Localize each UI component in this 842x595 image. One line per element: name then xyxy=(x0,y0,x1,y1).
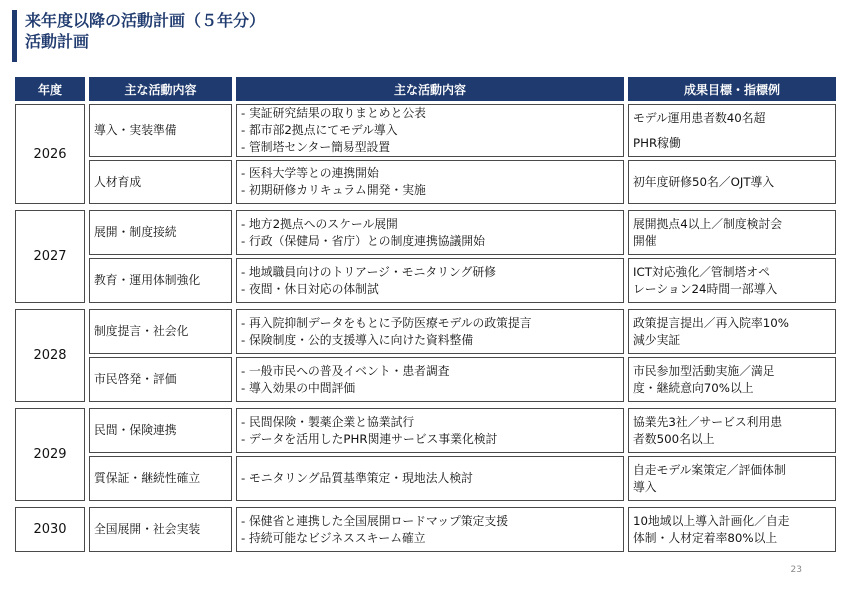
area-cell: 市民啓発・評価 xyxy=(89,357,232,402)
goal-line: PHR稼働 xyxy=(633,135,681,150)
activity-item: - 都市部2拠点にてモデル導入 xyxy=(241,123,398,137)
goal-line: 体制・人材定着率80%以上 xyxy=(633,530,778,545)
header-year: 年度 xyxy=(15,77,85,101)
goal-line: 市民参加型活動実施／満足 xyxy=(633,363,775,378)
activity-item: - 保険制度・公的支援導入に向けた資料整備 xyxy=(241,332,474,347)
table-header-row xyxy=(15,77,836,101)
goals-cell xyxy=(628,507,836,552)
activities-cell xyxy=(236,357,624,402)
activity-item: - 医科大学等との連携開始 xyxy=(241,166,379,180)
page-number: 23 xyxy=(790,565,802,575)
goal-line: 自走モデル案策定／評価体制 xyxy=(633,462,786,477)
activity-item: - 行政（保健局・省庁）との制度連携協議開始 xyxy=(241,233,485,248)
goal-line: 者数500名以上 xyxy=(633,431,715,446)
header-goals: 成果目標・指標例 xyxy=(628,77,836,101)
goal-line: 初年度研修50名／OJT導入 xyxy=(633,174,775,189)
goals-cell xyxy=(628,160,836,204)
activity-item: - モニタリング品質基準策定・現地法人検討 xyxy=(241,471,473,485)
year-cell: 2030 xyxy=(15,507,85,552)
goals-cell xyxy=(628,258,836,303)
goal-line: 減少実証 xyxy=(633,332,681,347)
activities-cell xyxy=(236,210,624,255)
goal-line: 開催 xyxy=(633,233,657,248)
activity-item: - 再入院抑制データをもとに予防医療モデルの政策提言 xyxy=(241,315,532,330)
activity-item: - 地域職員向けのトリアージ・モニタリング研修 xyxy=(241,264,496,279)
year-cell: 2026 xyxy=(15,104,85,204)
year-cell: 2028 xyxy=(15,309,85,402)
goal-line: 10地域以上導入計画化／自走 xyxy=(633,513,790,528)
goals-cell xyxy=(628,210,836,255)
goal-line: モデル運用患者数40名超 xyxy=(633,110,766,125)
header-activities: 主な活動内容 xyxy=(236,77,624,101)
area-cell: 展開・制度接続 xyxy=(89,210,232,255)
area-cell: 質保証・継続性確立 xyxy=(89,456,232,501)
title-accent-bar xyxy=(12,10,17,62)
activity-item: - 民間保険・製薬企業と協業試行 xyxy=(241,414,415,429)
goals-cell xyxy=(628,408,836,453)
table-row xyxy=(15,104,836,157)
activity-item: - 夜間・休日対応の体制試 xyxy=(241,281,379,296)
area-cell: 人材育成 xyxy=(89,160,232,204)
page-title xyxy=(25,10,265,52)
goals-cell xyxy=(628,357,836,402)
table-row xyxy=(15,309,836,354)
activity-plan-table xyxy=(11,74,840,555)
activity-item: - 持続可能なビジネススキーム確立 xyxy=(241,530,426,545)
table-row xyxy=(15,507,836,552)
goal-line: 政策提言提出／再入院率10% xyxy=(633,315,789,330)
table-row xyxy=(15,456,836,501)
activities-cell xyxy=(236,456,624,501)
year-cell: 2027 xyxy=(15,210,85,303)
activity-item: - 初期研修カリキュラム開発・実施 xyxy=(241,183,426,197)
header-area: 主な活動内容 xyxy=(89,77,232,101)
goals-cell xyxy=(628,456,836,501)
activity-item: - 管制塔センター簡易型設置 xyxy=(241,140,391,154)
activities-cell xyxy=(236,104,624,157)
activities-cell xyxy=(236,408,624,453)
table-body xyxy=(15,104,836,552)
table-row xyxy=(15,160,836,204)
activity-item: - 実証研究結果の取りまとめと公表 xyxy=(241,106,426,120)
table-row xyxy=(15,357,836,402)
title-line-2: 活動計画 xyxy=(25,32,90,51)
area-cell: 全国展開・社会実装 xyxy=(89,507,232,552)
goals-cell xyxy=(628,104,836,157)
year-cell: 2029 xyxy=(15,408,85,501)
activities-cell xyxy=(236,309,624,354)
area-cell: 制度提言・社会化 xyxy=(89,309,232,354)
activities-cell xyxy=(236,507,624,552)
title-line-1: 来年度以降の活動計画（５年分） xyxy=(25,11,266,30)
goals-cell xyxy=(628,309,836,354)
activity-item: - 保健省と連携した全国展開ロードマップ策定支援 xyxy=(241,513,509,528)
goal-line: 導入 xyxy=(633,479,657,494)
table-row xyxy=(15,210,836,255)
goal-line: 展開拠点4以上／制度検討会 xyxy=(633,216,783,231)
area-cell: 教育・運用体制強化 xyxy=(89,258,232,303)
area-cell: 民間・保険連携 xyxy=(89,408,232,453)
goal-line: 度・継続意向70%以上 xyxy=(633,380,754,395)
goal-line: ICT対応強化／管制塔オペ xyxy=(633,264,770,279)
activity-item: - 一般市民への普及イベント・患者調査 xyxy=(241,363,450,378)
area-cell: 導入・実装準備 xyxy=(89,104,232,157)
activity-item: - データを活用したPHR関連サービス事業化検討 xyxy=(241,431,498,446)
activity-item: - 地方2拠点へのスケール展開 xyxy=(241,216,398,231)
table-row xyxy=(15,408,836,453)
activity-item: - 導入効果の中間評価 xyxy=(241,380,356,395)
activities-cell xyxy=(236,160,624,204)
goal-line: 協業先3社／サービス利用患 xyxy=(633,414,783,429)
goal-line: レーション24時間一部導入 xyxy=(633,281,778,296)
activities-cell xyxy=(236,258,624,303)
table-row xyxy=(15,258,836,303)
